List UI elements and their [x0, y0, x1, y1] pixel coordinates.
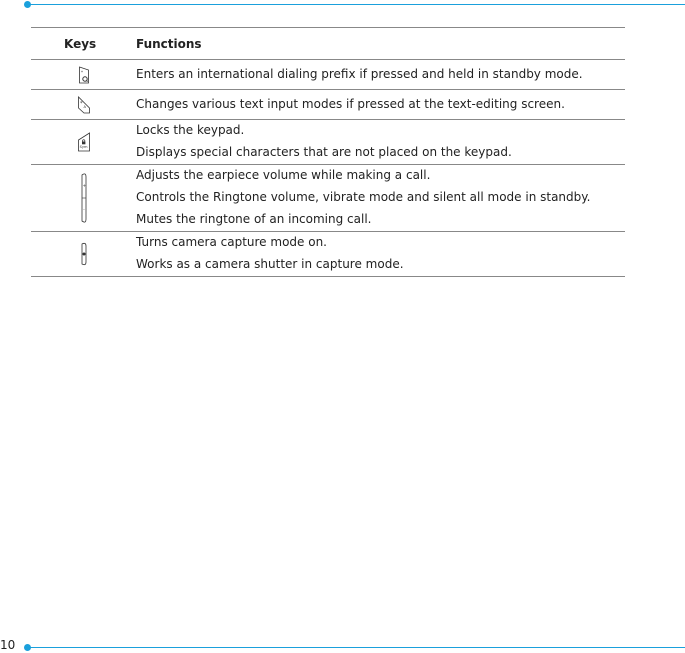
function-text: Adjusts the earpiece volume while making a call. — [136, 168, 431, 182]
table-row — [31, 120, 625, 165]
table-row — [31, 232, 625, 277]
svg-text:Sym: Sym — [79, 145, 88, 149]
svg-text:*: * — [80, 69, 83, 75]
function-text: Mutes the ringtone of an incoming call. — [136, 212, 372, 226]
function-text: Enters an international dialing prefix if pressed and held in standby mode. — [136, 67, 583, 81]
top-rule-dot — [24, 1, 31, 8]
function-text: Controls the Ringtone volume, vibrate mode and silent all mode in standby. — [136, 190, 591, 204]
table-row — [31, 90, 625, 120]
camera-side-key-icon — [79, 241, 89, 267]
top-rule — [28, 4, 685, 5]
function-text: Works as a camera shutter in capture mode. — [136, 257, 404, 271]
bottom-rule — [28, 647, 685, 648]
page-number: 10 — [0, 638, 16, 652]
svg-text:+: + — [82, 183, 86, 188]
function-text: Locks the keypad. — [136, 123, 245, 137]
table-row — [31, 60, 625, 90]
table-header-row — [31, 28, 625, 60]
keys-header: Keys — [64, 36, 97, 51]
function-text: Turns camera capture mode on. — [136, 235, 327, 249]
functions-header: Functions — [136, 36, 202, 51]
star-key-icon — [77, 96, 91, 114]
bottom-rule-dot — [24, 644, 31, 651]
pound-sym-key-icon — [77, 132, 91, 152]
function-text: Changes various text input modes if pressed at the text-editing screen. — [136, 97, 565, 111]
table-row — [31, 165, 625, 232]
function-text: Displays special characters that are not placed on the keypad. — [136, 145, 512, 159]
star-zero-key-icon — [78, 66, 90, 84]
svg-text:*: * — [79, 100, 82, 107]
volume-side-key-icon — [79, 171, 89, 225]
svg-text:A: A — [83, 104, 86, 109]
keys-table — [31, 27, 625, 277]
svg-text:-: - — [82, 207, 85, 212]
